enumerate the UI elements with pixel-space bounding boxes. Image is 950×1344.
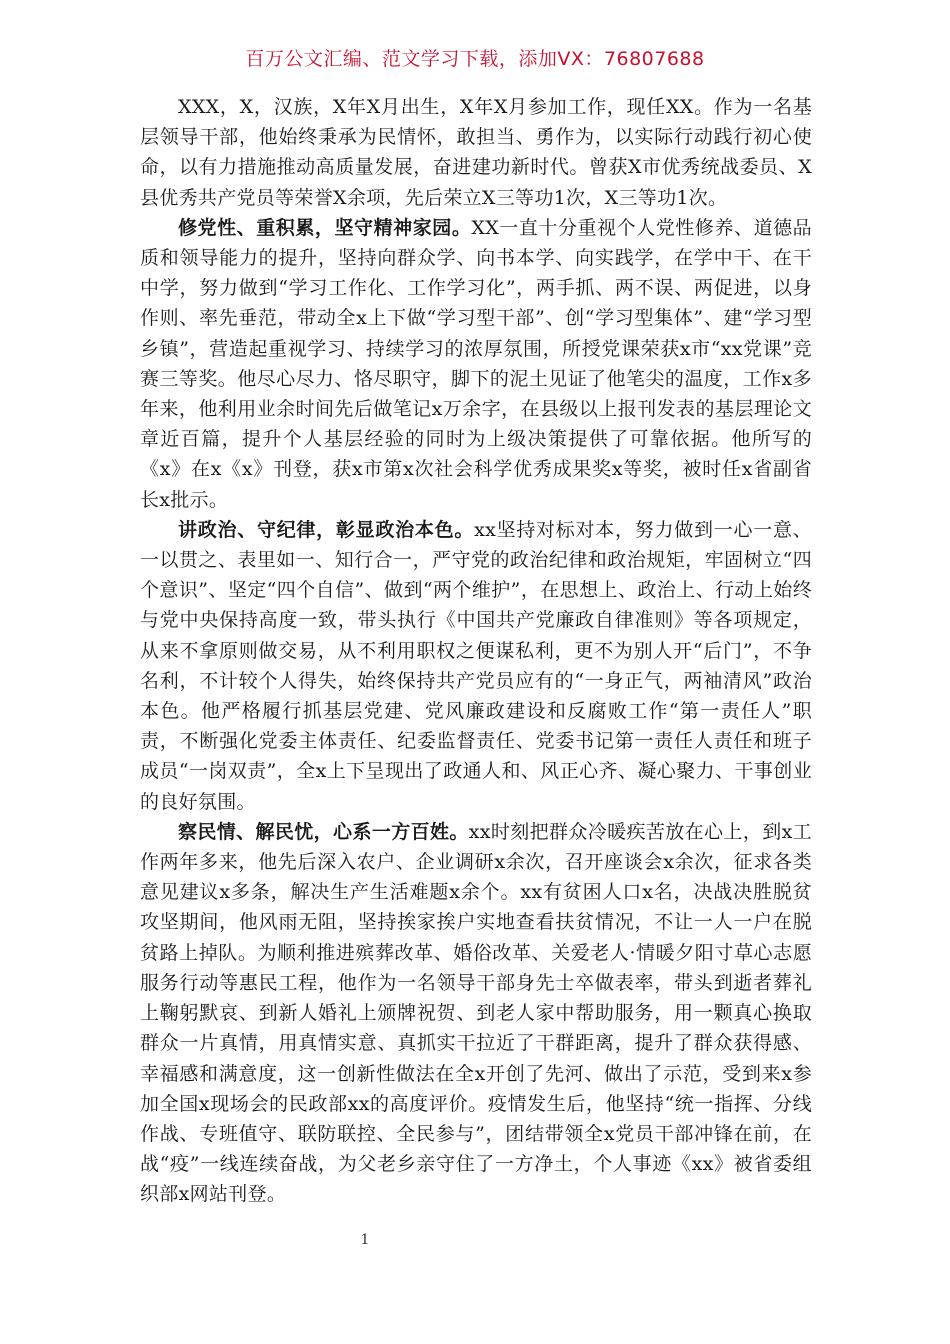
document-body bbox=[140, 92, 812, 1210]
paragraph-body: xx坚持对标对本，努力做到一心一意、一以贯之、表里如一、知行合一，严守党的政治纪律和政治规矩，牢固树立“四个意识”、坚定“四个自信”、做到“两个维护”，在思想上、政治上、行动上始终与党中央保持高度一致，带头执行《中国共产党廉政自律准则》等各项规定，从来不拿原则做交易，从不利用职权之便谋私利，更不为别人开“后门”，不争名利，不计较个人得失，始终保持共产党员应有的“一身正气，两袖清风”政治本色。他严格履行抓基层党建、党风廉政建设和反腐败工作“第一责任人”职责，不断强化党委主体责任、纪委监督责任、党委书记第一责任人责任和班子成员“一岗双责”，全x上下呈现出了政通人和、风正心齐、凝心聚力、干事创业的良好氛围。 bbox=[140, 518, 812, 813]
paragraph-heading: 讲政治、守纪律，彰显政治本色。 bbox=[178, 518, 475, 541]
paragraph-heading: 察民情、解民忧，心系一方百姓。 bbox=[178, 820, 469, 843]
paragraph-people bbox=[140, 817, 812, 1210]
paragraph-body: xx时刻把群众冷暖疾苦放在心上，到x工作两年多来，他先后深入农户、企业调研x余次，召开座谈会x余次，征求各类意见建议x多条，解决生产生活难题x余个。xx有贫困人口x名，决战决胜脱贫攻坚期间，他风雨无阻，坚持挨家挨户实地查看扶贫情况，不让一人一户在脱贫路上掉队。为顺利推进殡葬改革、婚俗改革、关爱老人·情暖夕阳寸草心志愿服务行动等惠民工程，他作为一名领导干部身先士卒做表率，带头到逝者葬礼上鞠躬默哀、到新人婚礼上颁牌祝贺、到老人家中帮助服务，用一颗真心换取群众一片真情，用真情实意、真抓实干拉近了干群距离，提升了群众获得感、幸福感和满意度，这一创新性做法在全x开创了先河、做出了示范，受到来x参加全国x现场会的民政部xx的高度评价。疫情发生后，他坚持“统一指挥、分线作战、专班值守、联防联控、全民参与”，团结带领全x党员干部冲锋在前，在战“疫”一线连续奋战，为父老乡亲守住了一方净土，个人事迹《xx》被省委组织部x网站刊登。 bbox=[140, 820, 812, 1206]
watermark-header: 百万公文汇编、范文学习下载，添加VX：76807688 bbox=[245, 48, 705, 70]
paragraph-party-spirit bbox=[140, 213, 812, 515]
paragraph-body: XX一直十分重视个人党性修养、道德品质和领导能力的提升，坚持向群众学、向书本学、向实践学，在学中干、在干中学，努力做到“学习工作化、工作学习化”，两手抓、两不误、两促进，以身作则、率先垂范，带动全x上下做“学习型干部”、创“学习型集体”、建“学习型乡镇”，营造起重视学习、持续学习的浓厚氛围，所授党课荣获x市“xx党课”竞赛三等奖。他尽心尽力、恪尽职守，脚下的泥土见证了他笔尖的温度，工作x多年来，他利用业余时间先后做笔记x万余字，在县级以上报刊发表的基层理论文章近百篇，提升个人基层经验的同时为上级决策提供了可靠依据。他所写的《x》在x《x》刊登，获x市第x次社会科学优秀成果奖x等奖，被时任x省副省长x批示。 bbox=[140, 216, 812, 511]
paragraph-politics bbox=[140, 515, 812, 817]
paragraph-body: XXX，X，汉族，X年X月出生，X年X月参加工作，现任XX。作为一名基层领导干部，他始终秉承为民情怀，敢担当、勇作为，以实际行动践行初心使命，以有力措施推动高质量发展，奋进建功新时代。曾获X市优秀统战委员、X县优秀共产党员等荣誉X余项，先后荣立X三等功1次，X三等功1次。 bbox=[140, 96, 812, 209]
paragraph-intro bbox=[140, 92, 812, 213]
paragraph-heading: 修党性、重积累，坚守精神家园。 bbox=[178, 216, 472, 239]
page-number: 1 bbox=[360, 1232, 370, 1248]
